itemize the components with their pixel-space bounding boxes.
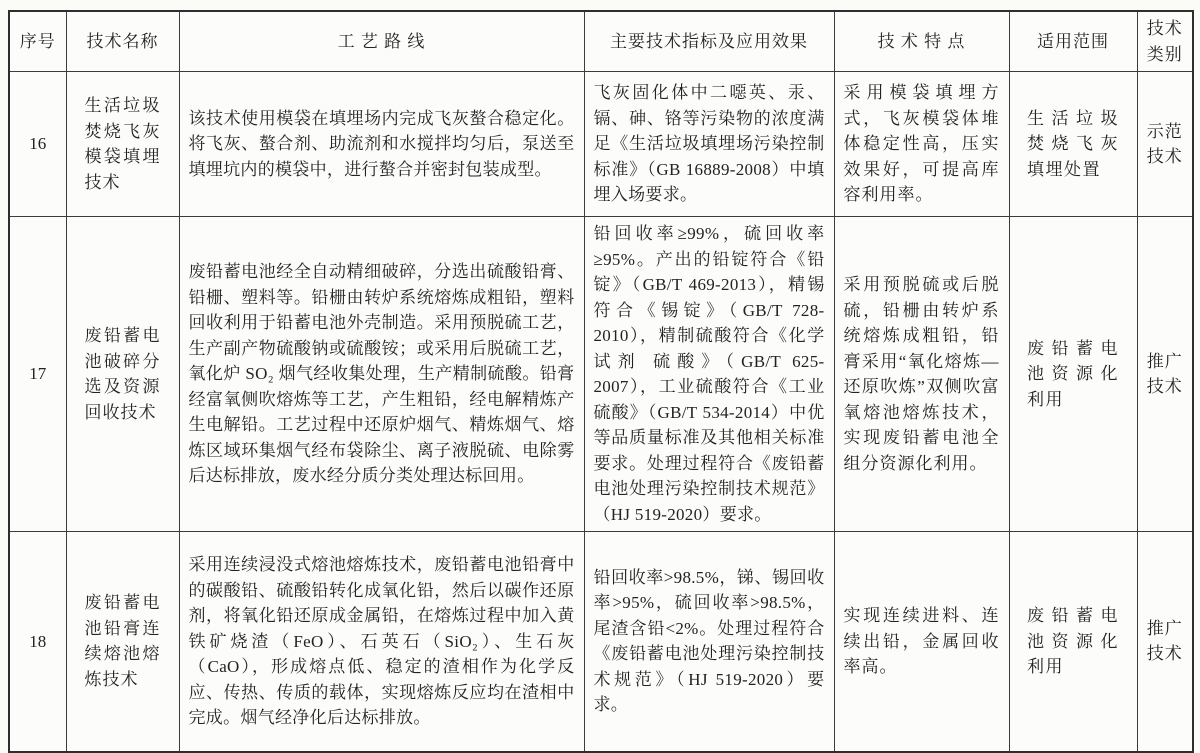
scope-text: 废铅蓄电池资源化利用	[1027, 338, 1119, 409]
technology-name-text: 废铅蓄电池破碎分选及资源回收技术	[84, 326, 161, 422]
technology-name-text: 生活垃圾焚烧飞灰模袋填埋技术	[84, 96, 161, 192]
cell-indicators: 铅回收率>98.5%，锑、锡回收率>95%，硫回收率>98.5%，尾渣含铅<2%。处理过程符合《废铅蓄电池处理污染控制技术规范》（HJ 519-2020）要求。	[584, 532, 834, 752]
header-indicators: 主要技术指标及应用效果	[584, 11, 834, 72]
cell-scope	[1009, 72, 1137, 217]
cell-category: 推广技术	[1137, 532, 1193, 752]
cell-indicators: 飞灰固化体中二噁英、汞、镉、砷、铬等污染物的浓度满足《生活垃圾填埋场污染控制标准》（GB 16889-2008）中填埋入场要求。	[584, 72, 834, 217]
header-category: 技术类别	[1137, 11, 1193, 72]
table-row-17	[9, 217, 1193, 532]
cell-technology-name	[66, 532, 179, 752]
technology-name-text: 废铅蓄电池铅膏连续熔池熔炼技术	[84, 593, 161, 689]
scope-text: 生活垃圾焚烧飞灰填埋处置	[1027, 108, 1119, 179]
technology-table	[8, 10, 1194, 753]
cell-features: 实现连续进料、连续出铅，金属回收率高。	[834, 532, 1009, 752]
cell-category: 推广技术	[1137, 217, 1193, 532]
header-name: 技术名称	[66, 11, 179, 72]
table-row-16	[9, 72, 1193, 217]
cell-features: 采用模袋填埋方式，飞灰模袋体堆体稳定性高，压实效果好，可提高库容利用率。	[834, 72, 1009, 217]
cell-technology-name	[66, 217, 179, 532]
header-process: 工 艺 路 线	[179, 11, 584, 72]
cell-indicators: 铅回收率≥99%，硫回收率≥95%。产出的铅锭符合《铅锭》（GB/T 469-2013），精锡符合《锡锭》（GB/T 728-2010），精制硫酸符合《化学试剂 硫酸》（GB/T 625-2007），工业硫酸符合《工业硫酸》（GB/T 534-2014）中优等品质量标准及其他相关标准要求。处理过程符合《废铅蓄电池处理污染控制技术规范》（HJ 519-2020）要求。	[584, 217, 834, 532]
cell-process-route: 采用连续浸没式熔池熔炼技术，废铅蓄电池铅膏中的碳酸铅、硫酸铅转化成氧化铅，然后以碳作还原剂，将氧化铅还原成金属铅，在熔炼过程中加入黄铁矿烧渣（FeO）、石英石（SiO₂）、生石灰（CaO），形成熔点低、稳定的渣相作为化学反应、传热、传质的载体，实现熔炼反应均在渣相中完成。烟气经净化后达标排放。	[179, 532, 584, 752]
cell-technology-name	[66, 72, 179, 217]
cell-no: 16	[9, 72, 66, 217]
cell-process-route: 废铅蓄电池经全自动精细破碎，分选出硫酸铅膏、铅栅、塑料等。铅栅由转炉系统熔炼成粗铅，塑料回收利用于铅蓄电池外壳制造。采用预脱硫工艺，生产副产物硫酸钠或硫酸铵；或采用后脱硫工艺，氧化炉 SO₂ 烟气经收集处理，生产精制硫酸。铅膏经富氧侧吹熔炼等工艺，产生粗铅，经电解精炼产生电解铅。工艺过程中还原炉烟气、精炼烟气、熔炼区域环集烟气经布袋除尘、离子液脱硫、电除雾后达标排放，废水经分质分类处理达标回用。	[179, 217, 584, 532]
cell-features: 采用预脱硫或后脱硫，铅栅由转炉系统熔炼成粗铅，铅膏采用“氧化熔炼—还原吹炼”双侧吹富氧熔池熔炼技术，实现废铅蓄电池全组分资源化利用。	[834, 217, 1009, 532]
scope-text: 废铅蓄电池资源化利用	[1027, 606, 1119, 676]
header-no: 序号	[9, 11, 66, 72]
cell-no: 17	[9, 217, 66, 532]
cell-category: 示范技术	[1137, 72, 1193, 217]
table-row-18	[9, 532, 1193, 752]
header-features: 技 术 特 点	[834, 11, 1009, 72]
cell-process-route: 该技术使用模袋在填埋场内完成飞灰螯合稳定化。将飞灰、螯合剂、助流剂和水搅拌均匀后，泵送至填埋坑内的模袋中，进行螯合并密封包装成型。	[179, 72, 584, 217]
table-header-row	[9, 11, 1193, 72]
cell-scope	[1009, 217, 1137, 532]
cell-scope	[1009, 532, 1137, 752]
cell-no: 18	[9, 532, 66, 752]
header-scope: 适用范围	[1009, 11, 1137, 72]
